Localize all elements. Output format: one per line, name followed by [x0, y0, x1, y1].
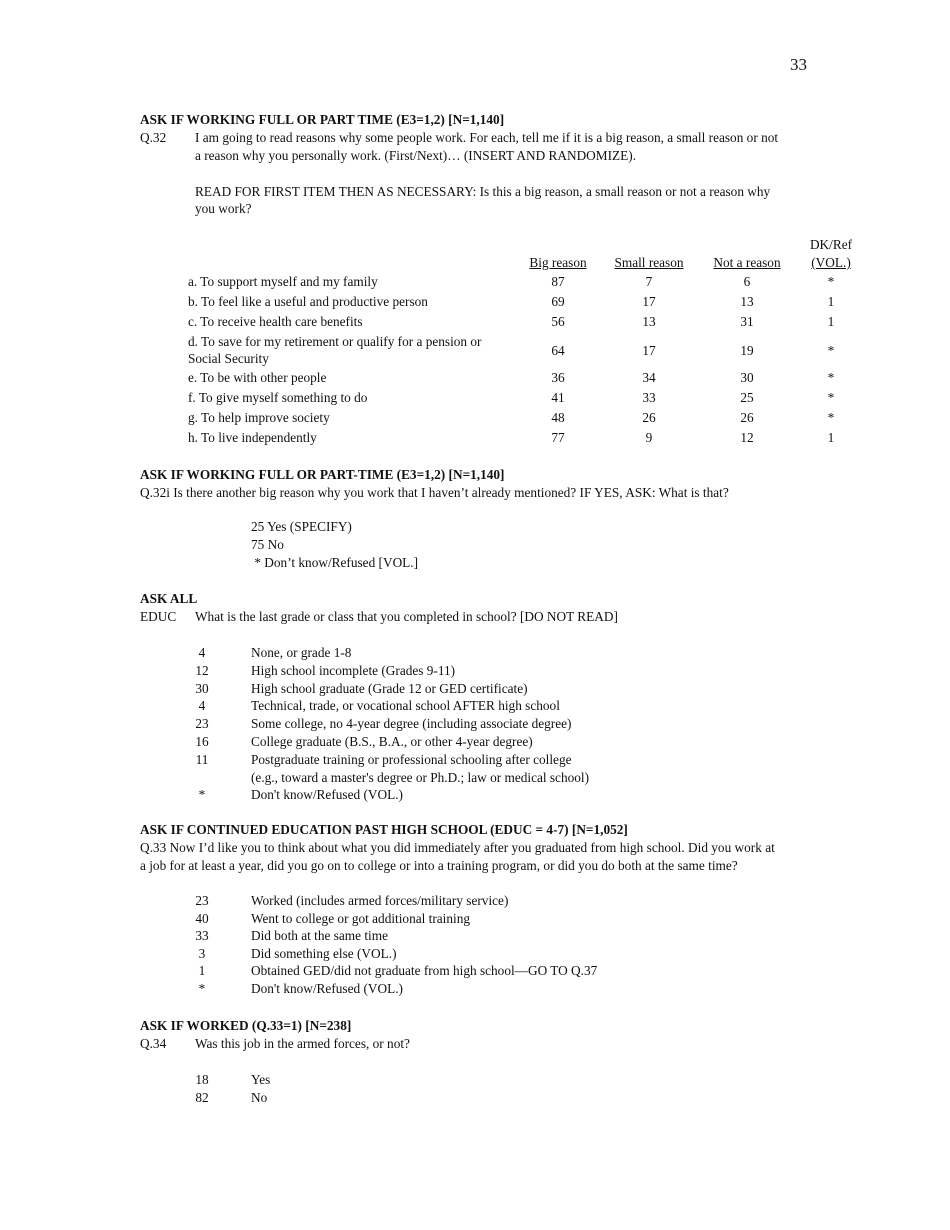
q34-label: Q.34	[140, 1036, 167, 1051]
option-value: *	[198, 787, 206, 803]
cell-small-reason: 17	[642, 294, 656, 309]
option-value: 18	[195, 1072, 209, 1087]
option-label: Did something else (VOL.)	[251, 945, 397, 961]
cell-dk-ref: 1	[827, 294, 835, 309]
cell-not-a-reason: 12	[740, 430, 754, 445]
col-big-reason: Big reason	[529, 255, 587, 270]
cell-not-a-reason: 30	[740, 370, 754, 385]
cell-small-reason: 13	[642, 314, 656, 329]
table-row-label: f. To give myself something to do	[188, 390, 368, 405]
table-row-label: d. To save for my retirement or qualify for a pension or	[188, 334, 482, 349]
q32-header: ASK IF WORKING FULL OR PART TIME (E3=1,2) [N=1,140]	[140, 112, 505, 127]
cell-dk-ref: *	[827, 390, 835, 405]
page-number: 33	[790, 55, 807, 74]
cell-big-reason: 36	[551, 370, 565, 385]
cell-dk-ref: 1	[827, 314, 835, 329]
cell-dk-ref: *	[827, 410, 835, 425]
educ-text: What is the last grade or class that you completed in school? [DO NOT READ]	[195, 609, 618, 624]
table-row-label-cont: Social Security	[188, 351, 269, 366]
option-value: 3	[198, 945, 206, 961]
table-row-label: g. To help improve society	[188, 410, 330, 425]
q34-header: ASK IF WORKED (Q.33=1) [N=238]	[140, 1018, 352, 1033]
option-value: 4	[198, 645, 206, 660]
option-label: Don't know/Refused (VOL.)	[251, 787, 403, 803]
option-label: Went to college or got additional training	[251, 910, 471, 926]
table-row-label: c. To receive health care benefits	[188, 314, 363, 329]
q34-text: Was this job in the armed forces, or not?	[195, 1036, 410, 1051]
option-value: 30	[195, 680, 209, 696]
option-label: Worked (includes armed forces/military service)	[251, 893, 509, 908]
option-label: Technical, trade, or vocational school AFTER high school	[251, 698, 560, 714]
educ-header: ASK ALL	[140, 591, 198, 606]
option-value: 82	[195, 1089, 209, 1105]
cell-small-reason: 34	[642, 370, 656, 385]
option-value: 23	[195, 893, 209, 908]
cell-big-reason: 87	[551, 274, 565, 289]
option-value: 4	[198, 698, 206, 714]
q32i-option: 25 Yes (SPECIFY)	[251, 519, 352, 534]
table-row-label: b. To feel like a useful and productive person	[188, 294, 428, 309]
cell-dk-ref: *	[827, 370, 835, 385]
cell-small-reason: 33	[642, 390, 656, 405]
option-label: College graduate (B.S., B.A., or other 4-year degree)	[251, 734, 533, 749]
q32-read-line1: READ FOR FIRST ITEM THEN AS NECESSARY: Is this a big reason, a small reason or not a reason why	[195, 184, 771, 199]
option-label: Obtained GED/did not graduate from high school—GO TO Q.37	[251, 963, 598, 979]
option-label: (e.g., toward a master's degree or Ph.D.; law or medical school)	[251, 769, 590, 785]
option-label: Don't know/Refused (VOL.)	[251, 981, 403, 996]
option-label: No	[251, 1089, 268, 1105]
table-row-label: a. To support myself and my family	[188, 274, 378, 289]
option-value: 23	[195, 716, 209, 732]
q32-read-line2: you work?	[195, 201, 252, 216]
option-value: 11	[195, 751, 209, 767]
option-value: 1	[198, 963, 206, 979]
cell-small-reason: 17	[642, 343, 656, 358]
option-value: 12	[195, 662, 209, 678]
option-value: 16	[195, 734, 209, 749]
cell-small-reason: 9	[645, 430, 653, 445]
educ-label: EDUC	[140, 609, 177, 624]
option-label: High school incomplete (Grades 9-11)	[251, 662, 456, 678]
cell-big-reason: 64	[551, 343, 565, 358]
q32i-option: 75 No	[251, 537, 284, 552]
q32-label: Q.32	[140, 130, 167, 145]
col-not-a-reason: Not a reason	[713, 255, 781, 270]
q33-text-line2: a job for at least a year, did you go on to college or into a training program, or did you do both at the same time?	[140, 858, 738, 873]
option-label: None, or grade 1-8	[251, 645, 352, 660]
q32i-header: ASK IF WORKING FULL OR PART-TIME (E3=1,2) [N=1,140]	[140, 467, 505, 482]
option-label: Did both at the same time	[251, 928, 389, 944]
option-value: 33	[195, 928, 209, 944]
cell-dk-ref: *	[827, 274, 835, 289]
cell-big-reason: 56	[551, 314, 565, 329]
q32i-option: * Don’t know/Refused [VOL.]	[251, 555, 419, 570]
cell-big-reason: 77	[551, 430, 565, 445]
cell-big-reason: 69	[551, 294, 565, 309]
option-value: 40	[195, 910, 209, 926]
option-label: Yes	[251, 1072, 271, 1087]
q33-text-line1: Q.33 Now I’d like you to think about what you did immediately after you graduated from high school. Did you work at	[140, 840, 775, 855]
q32-text-line2: a reason why you personally work. (First/Next)… (INSERT AND RANDOMIZE).	[195, 148, 637, 163]
option-label: Postgraduate training or professional schooling after college	[251, 751, 572, 767]
q32-text-line1: I am going to read reasons why some people work. For each, tell me if it is a big reason, a small reason or not	[195, 130, 779, 145]
option-value: *	[198, 981, 206, 996]
cell-dk-ref: 1	[827, 430, 835, 445]
q33-header: ASK IF CONTINUED EDUCATION PAST HIGH SCHOOL (EDUC = 4-7) [N=1,052]	[140, 822, 628, 837]
cell-not-a-reason: 13	[740, 294, 754, 309]
cell-big-reason: 41	[551, 390, 565, 405]
cell-not-a-reason: 25	[740, 390, 754, 405]
col-dk-vol: (VOL.)	[811, 255, 851, 270]
option-label: High school graduate (Grade 12 or GED certificate)	[251, 680, 528, 696]
col-dk-ref: DK/Ref	[809, 237, 853, 252]
cell-not-a-reason: 31	[740, 314, 754, 329]
cell-not-a-reason: 26	[740, 410, 754, 425]
cell-big-reason: 48	[551, 410, 565, 425]
cell-dk-ref: *	[827, 343, 835, 358]
table-row-label: e. To be with other people	[188, 370, 327, 385]
col-small-reason: Small reason	[614, 255, 684, 270]
q32i-text: Q.32i Is there another big reason why you work that I haven’t already mentioned? IF YES, ASK: What is that?	[140, 485, 729, 500]
cell-small-reason: 7	[645, 274, 653, 289]
table-row-label: h. To live independently	[188, 430, 317, 445]
cell-not-a-reason: 19	[740, 343, 754, 358]
cell-not-a-reason: 6	[743, 274, 751, 289]
cell-small-reason: 26	[642, 410, 656, 425]
option-label: Some college, no 4-year degree (including associate degree)	[251, 716, 572, 732]
